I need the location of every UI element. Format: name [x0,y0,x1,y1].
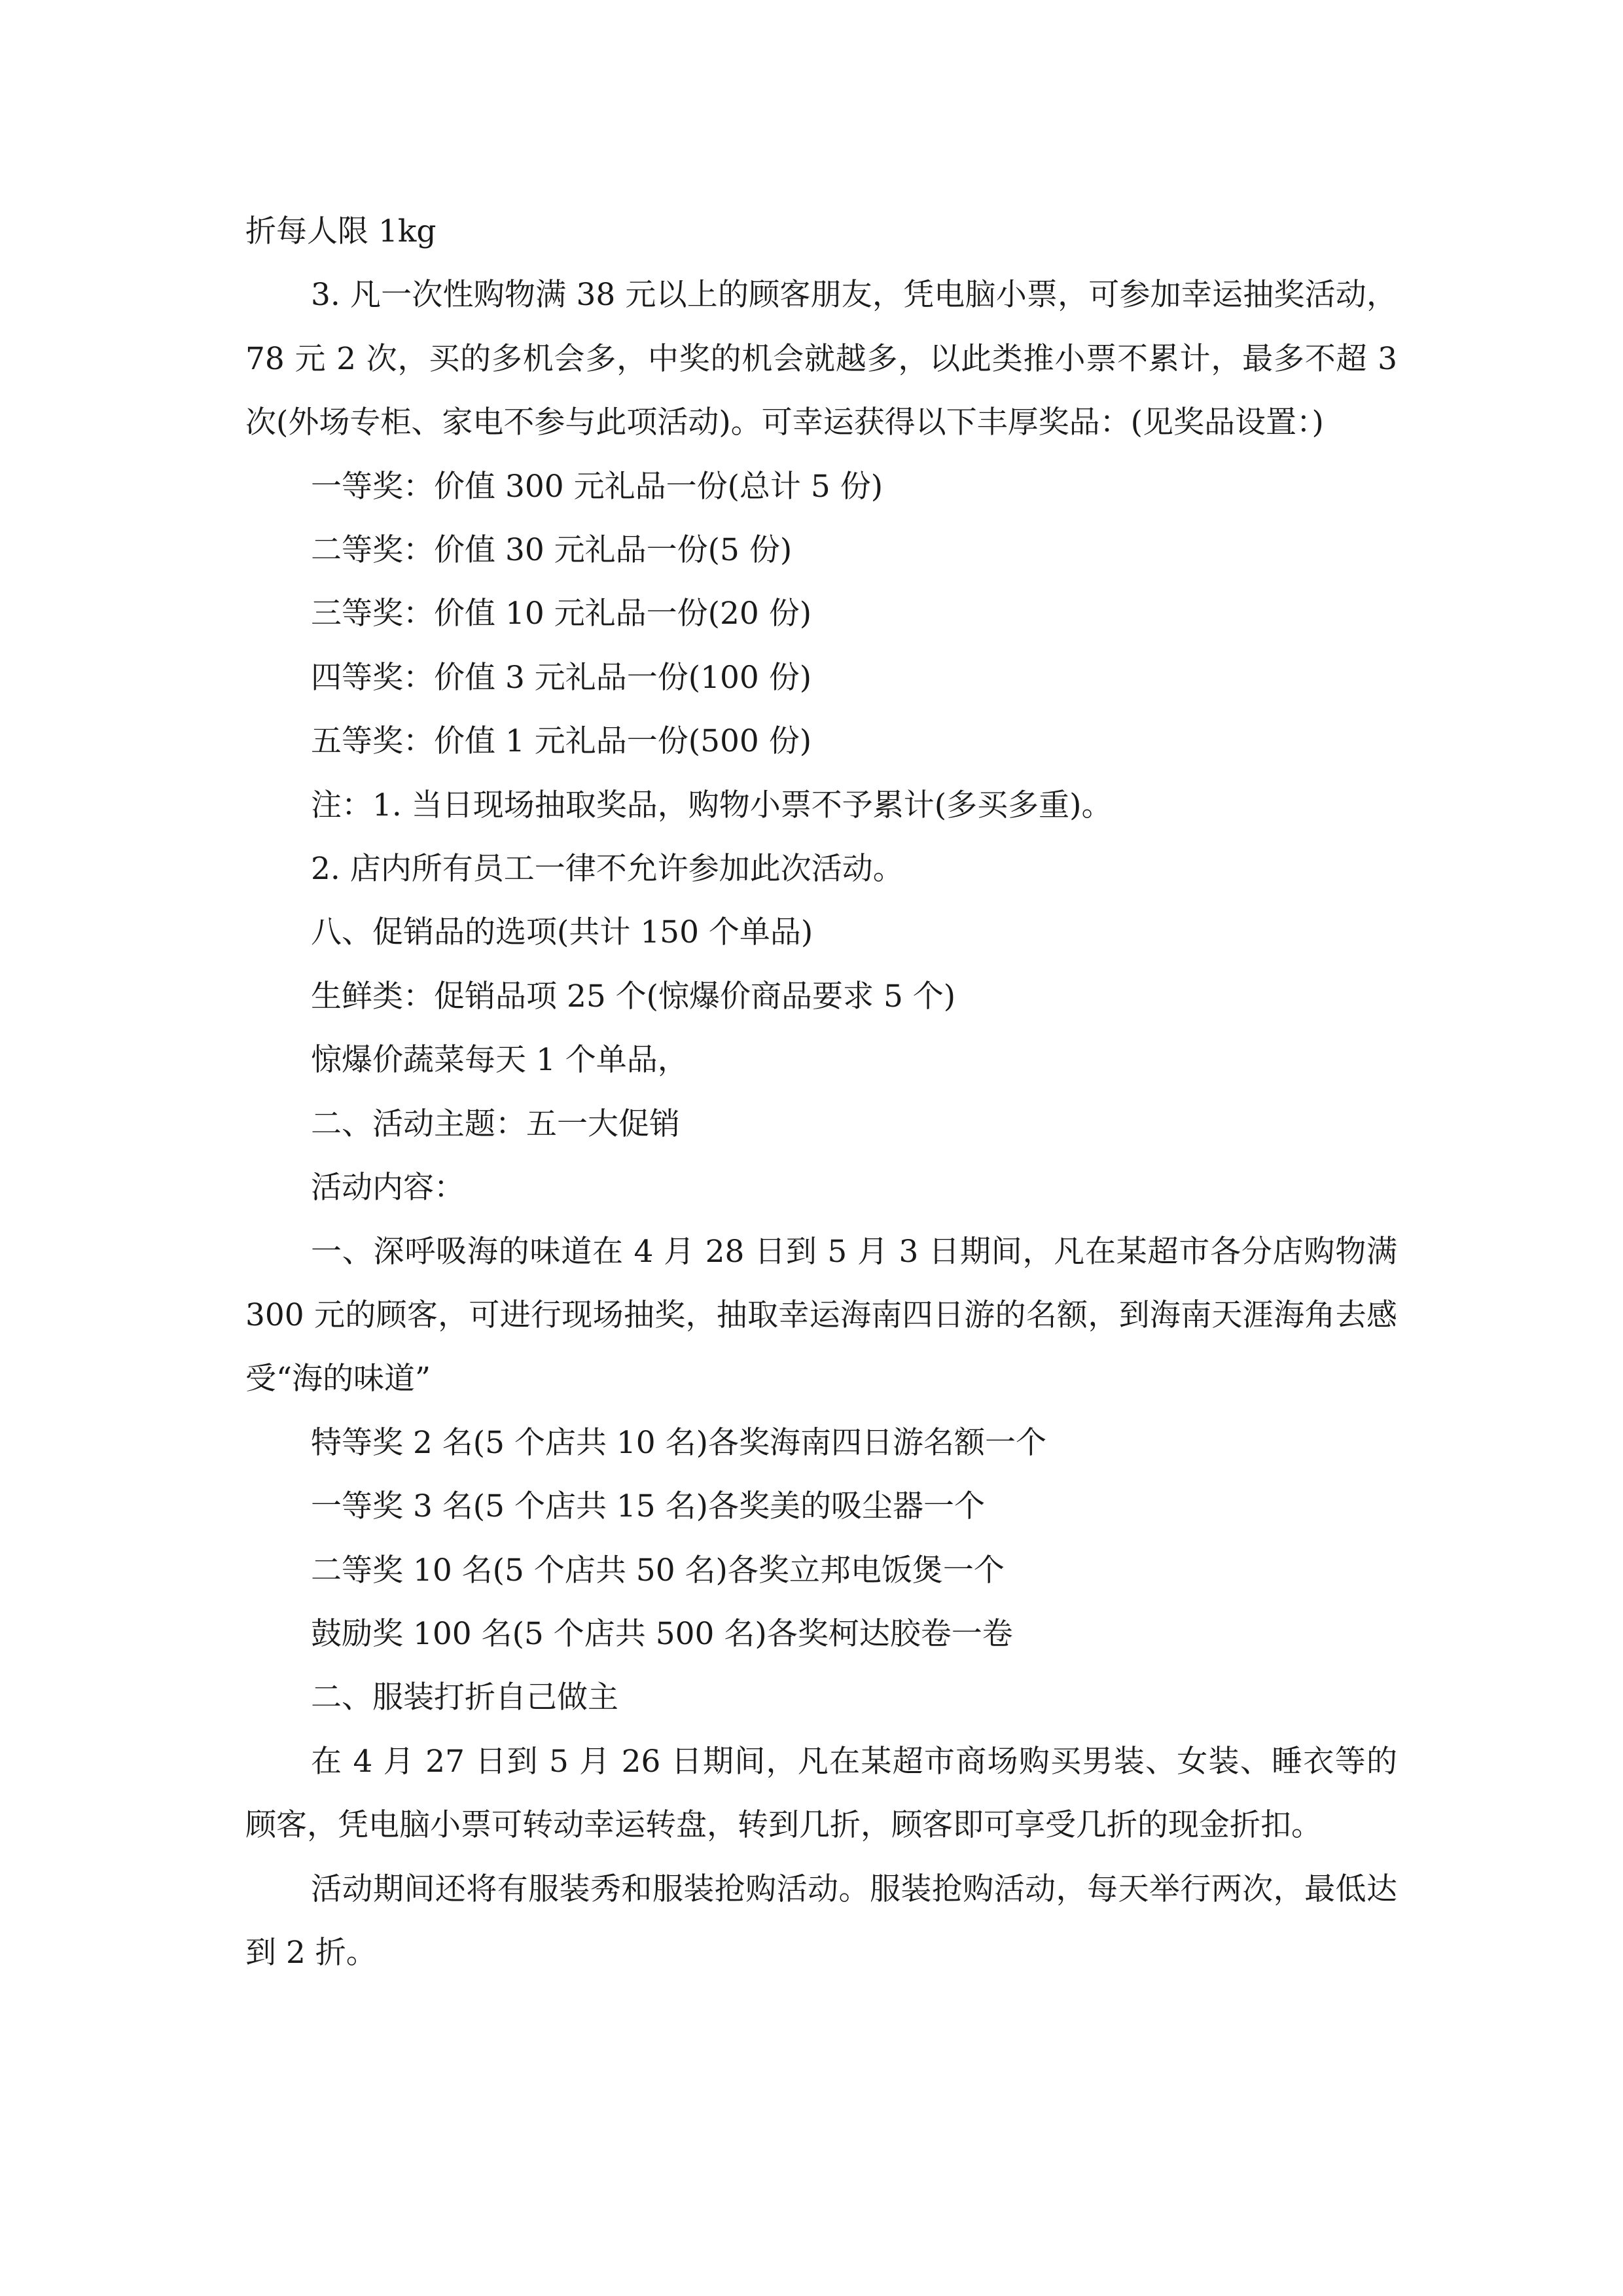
prize-encouragement: 鼓励奖 100 名(5 个店共 500 名)各奖柯达胶卷一卷 [311,1615,1013,1652]
prize-second-tier: 二等奖 10 名(5 个店共 50 名)各奖立邦电饭煲一个 [311,1552,1005,1588]
paragraph-fresh-food: 生鲜类：促销品项 25 个(惊爆价商品要求 5 个) [311,978,956,1014]
section-heading-content: 活动内容： [311,1170,465,1206]
prize-first-tier: 一等奖 3 名(5 个店共 15 名)各奖美的吸尘器一个 [311,1488,985,1525]
prize-fifth: 五等奖：价值 1 元礼品一份(500 份) [311,723,812,760]
note-1: 注：1. 当日现场抽取奖品，购物小票不予累计(多买多重)。 [311,787,1113,823]
prize-special: 特等奖 2 名(5 个店共 10 名)各奖海南四日游名额一个 [311,1424,1046,1461]
paragraph-clothing-discount: 在 4 月 27 日到 5 月 26 日期间，凡在某超市商场购买男装、女装、睡衣等的顾客，凭电脑小票可转动幸运转盘，转到几折，顾客即可享受几折的现金折扣。 [245,1743,1397,1844]
section-heading-theme: 二、活动主题：五一大促销 [311,1105,680,1142]
paragraph-continuation: 折每人限 1kg [245,213,437,249]
section-heading-clothing: 二、服装打折自己做主 [311,1679,618,1716]
document-body [245,200,1397,1984]
prize-first: 一等奖：价值 300 元礼品一份(总计 5 份) [311,468,883,505]
paragraph-vegetables: 惊爆价蔬菜每天 1 个单品， [311,1042,688,1079]
paragraph-fashion-show: 活动期间还将有服装秀和服装抢购活动。服装抢购活动，每天举行两次，最低达到 2 折。 [245,1871,1397,1971]
prize-fourth: 四等奖：价值 3 元礼品一份(100 份) [311,659,812,696]
paragraph-lottery-rules: 3. 凡一次性购物满 38 元以上的顾客朋友，凭电脑小票，可参加幸运抽奖活动，78 元 2 次，买的多机会多，中奖的机会就越多，以此类推小票不累计，最多不超 3 次(外场专柜、家电不参与此项活动)。可幸运获得以下丰厚奖品：(见奖品设置：) [245,277,1397,441]
prize-third: 三等奖：价值 10 元礼品一份(20 份) [311,596,812,632]
note-2: 2. 店内所有员工一律不允许参加此次活动。 [311,851,904,888]
section-heading-promo-items: 八、促销品的选项(共计 150 个单品) [311,914,813,951]
prize-second: 二等奖：价值 30 元礼品一份(5 份) [311,532,793,569]
paragraph-sea-flavor: 一、深呼吸海的味道在 4 月 28 日到 5 月 3 日期间，凡在某超市各分店购物满 300 元的顾客，可进行现场抽奖，抽取幸运海南四日游的名额，到海南天涯海角去感受“海的味道” [245,1233,1397,1397]
